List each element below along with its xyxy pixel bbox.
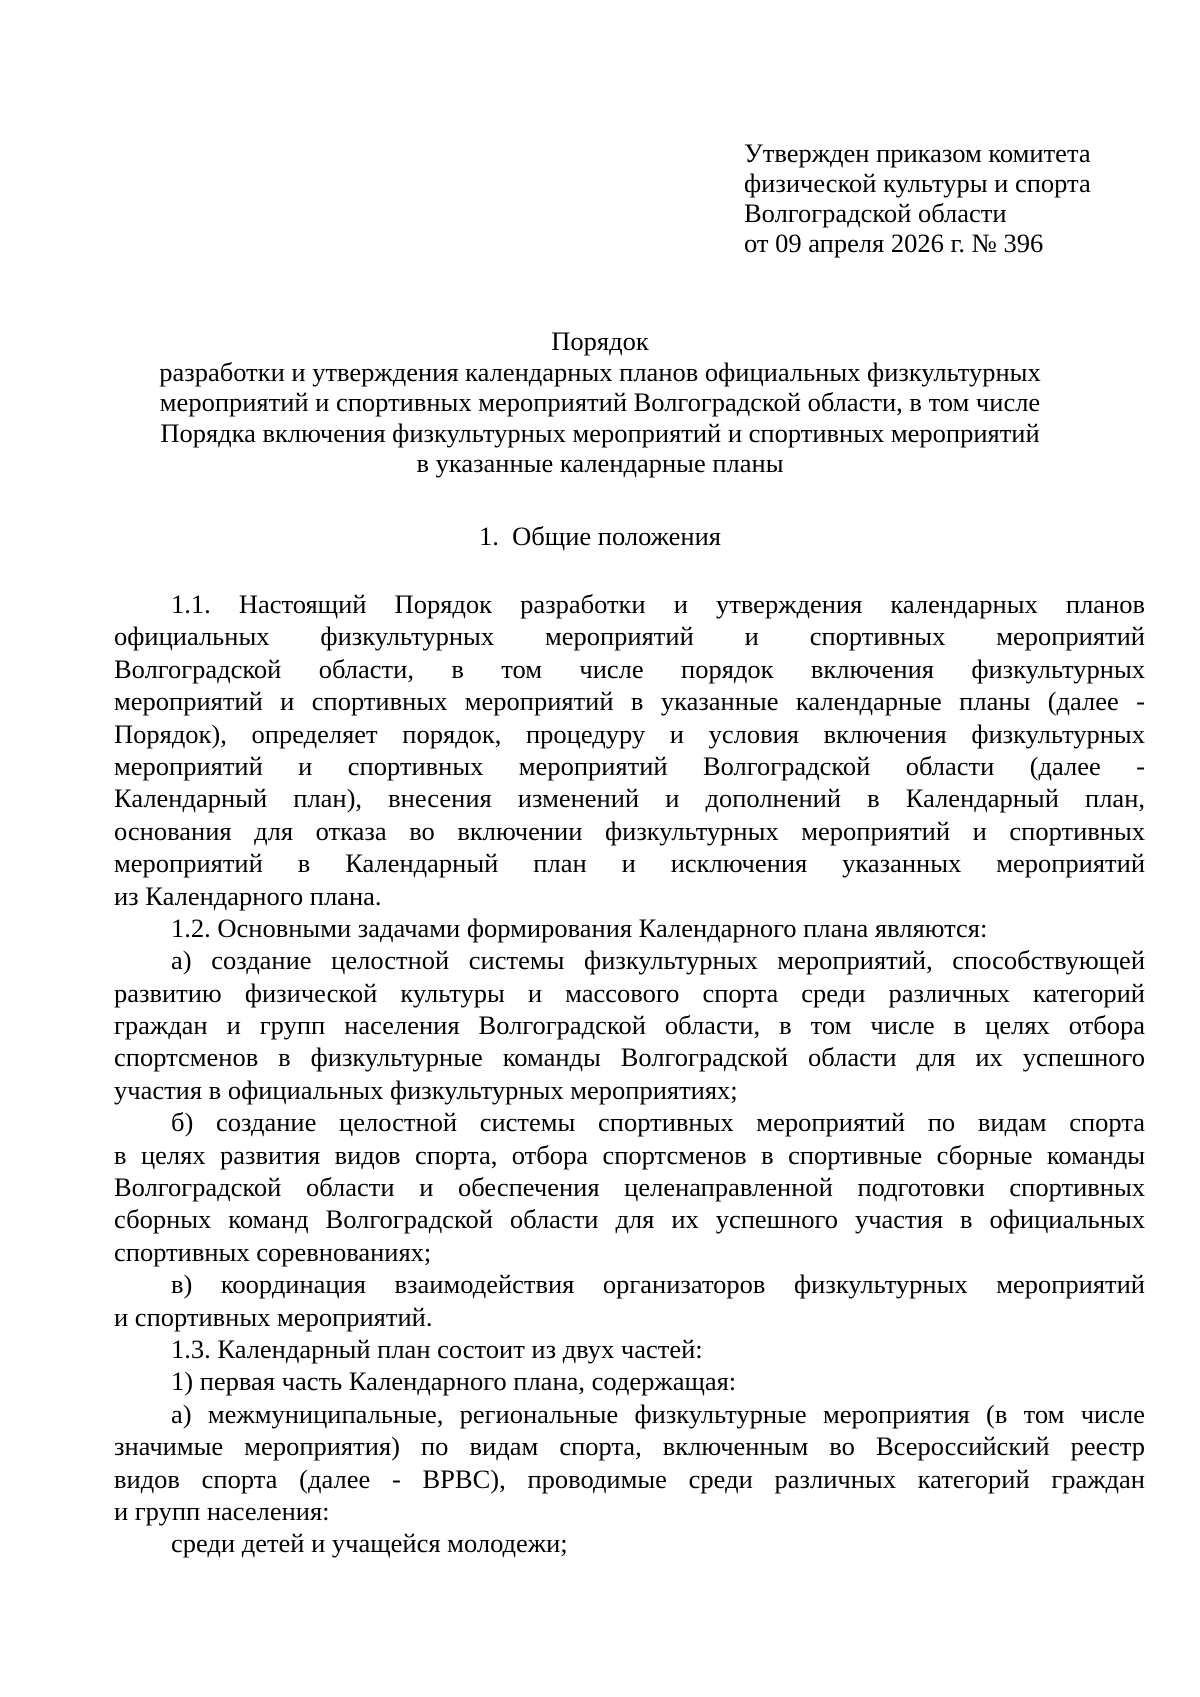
approval-block [744,138,1091,258]
title-line: Порядка включения физкультурных мероприятий и спортивных мероприятий [160,417,1040,448]
paragraph-line: сборных команд Волгоградской области для их успешного участия в официальных [114,1204,1145,1235]
approval-line: физической культуры и спорта [744,168,1091,198]
title-heading: Порядок [551,326,649,356]
document-body [114,588,1145,1560]
paragraph-line: мероприятий и спортивных мероприятий Волгоградской области (далее - [114,750,1145,781]
paragraph-line: Календарный план), внесения изменений и дополнений в Календарный план, [114,783,1145,814]
paragraph-line: спортсменов в физкультурные команды Волгоградской области для их успешного [114,1042,1145,1073]
paragraph-line: среди детей и учащейся молодежи; [171,1528,568,1559]
section-number: 1. [479,521,499,551]
paragraph-line: Волгоградской области, в том числе порядок включения физкультурных [114,653,1145,684]
title-line: в указанные календарные планы [416,448,784,478]
paragraph-line: развитию физической культуры и массового спорта среди различных категорий [114,977,1145,1008]
paragraph-line: значимые мероприятия) по видам спорта, включенным во Всероссийский реестр [114,1431,1145,1462]
paragraph-line: а) межмуниципальные, региональные физкультурные мероприятия (в том числе [171,1398,1145,1429]
paragraph-line: 1.1. Настоящий Порядок разработки и утверждения календарных планов [171,589,1145,619]
document-title [100,326,1100,479]
paragraph-line: 1.2. Основными задачами формирования Календарного плана являются: [171,912,988,943]
paragraph-line: и спортивных мероприятий. [114,1301,433,1332]
paragraph-line: спортивных соревнованиях; [114,1236,432,1267]
approval-line: Волгоградской области [744,198,1007,228]
paragraph-line: в) координация взаимодействия организаторов физкультурных мероприятий [171,1269,1145,1300]
title-line: разработки и утверждения календарных планов официальных физкультурных [159,356,1041,387]
paragraph-line: видов спорта (далее - ВРВС), проводимые среди различных категорий граждан [114,1463,1145,1494]
paragraph-line: а) создание целостной системы физкультурных мероприятий, способствующей [171,945,1145,976]
paragraph-line: б) создание целостной системы спортивных мероприятий по видам спорта [171,1107,1145,1138]
paragraph-line: мероприятий в Календарный план и исключения указанных мероприятий [114,848,1145,879]
approval-date-number: от 09 апреля 2026 г. № 396 [744,228,1044,258]
section-heading [100,521,1100,551]
paragraph-line: основания для отказа во включении физкультурных мероприятий и спортивных [114,815,1145,846]
paragraph-line: мероприятий и спортивных мероприятий в указанные календарные планы (далее - [114,686,1145,717]
title-line: мероприятий и спортивных мероприятий Волгоградской области, в том числе [159,387,1041,417]
paragraph-line: участия в официальных физкультурных мероприятиях; [114,1074,738,1105]
paragraph-line: граждан и групп населения Волгоградской области, в том числе в целях отбора [114,1010,1145,1041]
paragraph-line: 1.3. Календарный план состоит из двух частей: [171,1333,703,1364]
paragraph-line: из Календарного плана. [114,880,382,911]
paragraph-line: Порядок), определяет порядок, процедуру и условия включения физкультурных [114,718,1145,749]
paragraph-line: и групп населения: [114,1495,330,1526]
approval-line: Утвержден приказом комитета [744,138,1091,168]
paragraph-line: в целях развития видов спорта, отбора спортсменов в спортивные сборные команды [114,1139,1145,1170]
paragraph-line: 1) первая часть Календарного плана, содержащая: [171,1366,737,1397]
paragraph-line: официальных физкультурных мероприятий и спортивных мероприятий [114,621,1145,652]
section-title: Общие положения [512,521,721,551]
paragraph-line: Волгоградской области и обеспечения целенаправленной подготовки спортивных [114,1172,1145,1203]
